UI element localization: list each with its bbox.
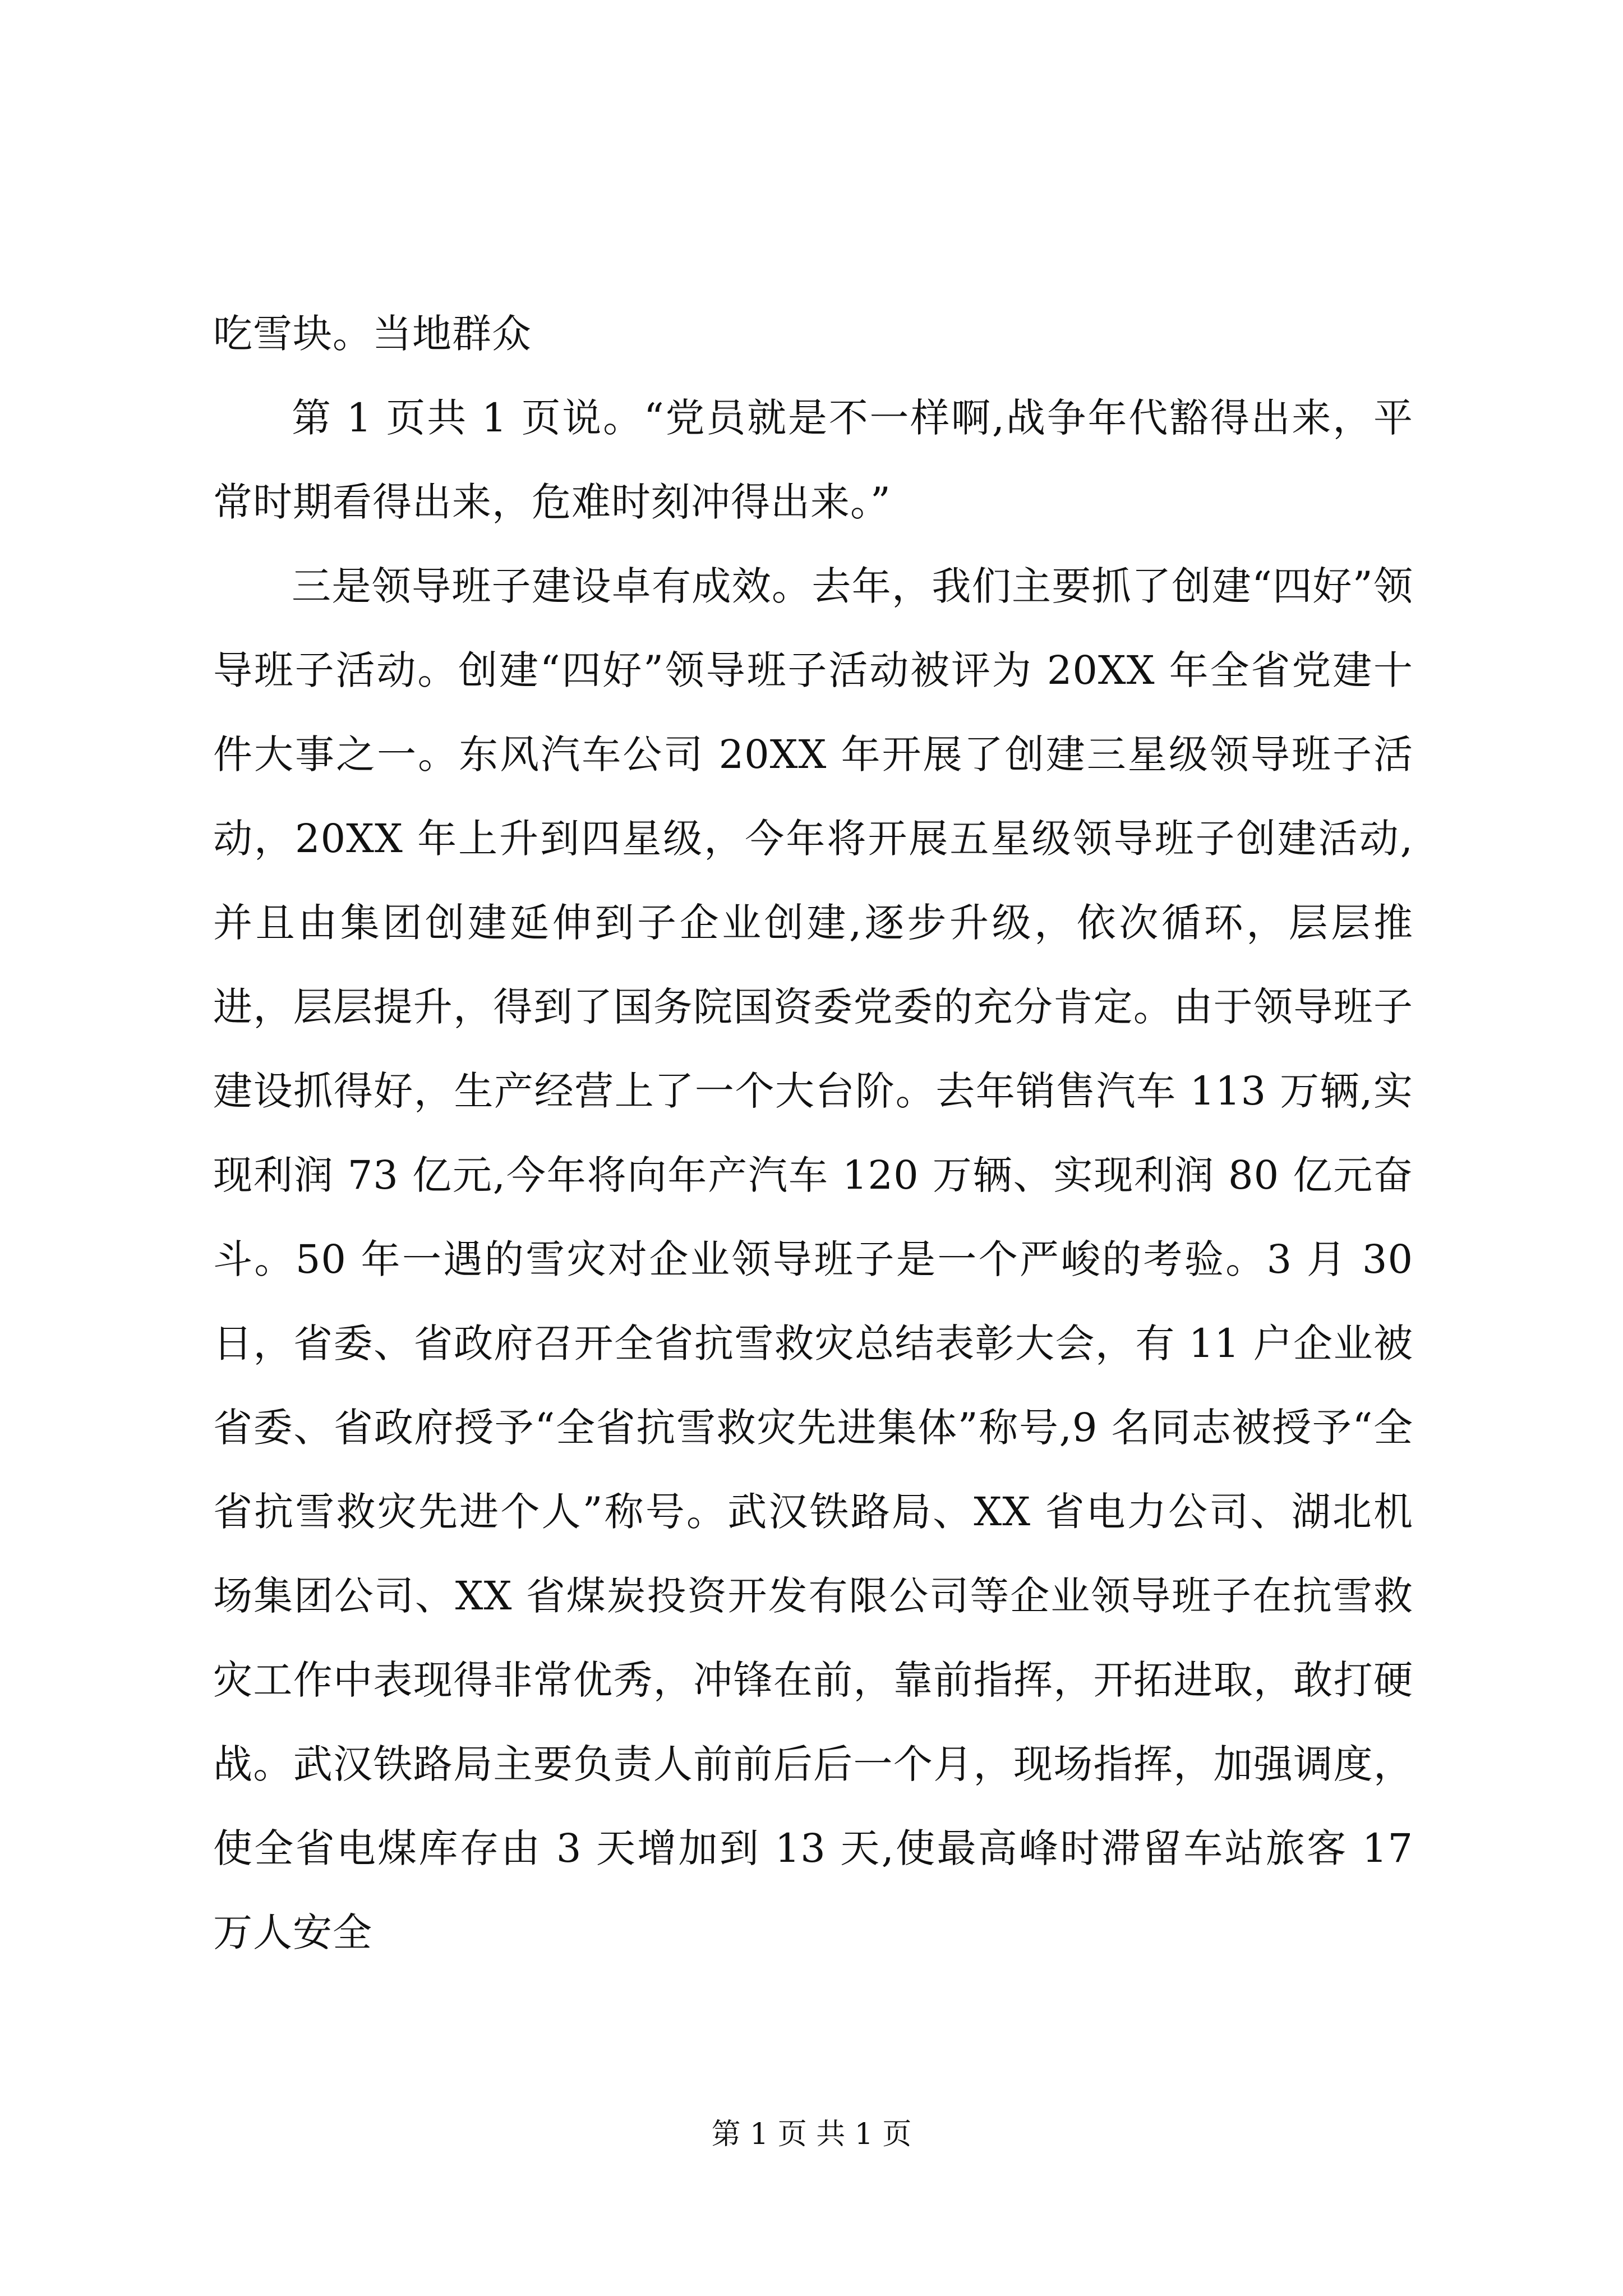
paragraph-continuation: 吃雪块。当地群众 (213, 311, 532, 357)
page-number-label: 第 1 页 共 1 页 (711, 2118, 912, 2151)
body-text (213, 292, 1413, 1975)
paragraph-leadership: 三是领导班子建设卓有成效。去年，我们主要抓了创建“四好”领导班子活动。创建“四好”领导班子活动被评为 20XX 年全省党建十件大事之一。东风汽车公司 20XX 年开展了创建三星级领导班子活动，20XX 年上升到四星级，今年将开展五星级领导班子创建活动,并且由集团创建延伸到子企业创建,逐步升级，依次循环，层层推进，层层提升，得到了国务院国资委党委的充分肯定。由于领导班子建设抓得好，生产经营上了一个大台阶。去年销售汽车 113 万辆,实现利润 73 亿元,今年将向年产汽车 120 万辆、实现利润 80 亿元奋斗。50 年一遇的雪灾对企业领导班子是一个严峻的考验。3 月 30 日，省委、省政府召开全省抗雪救灾总结表彰大会，有 11 户企业被省委、省政府授予“全省抗雪救灾先进集体”称号,9 名同志被授予“全省抗雪救灾先进个人”称号。武汉铁路局、XX 省电力公司、湖北机场集团公司、XX 省煤炭投资开发有限公司等企业领导班子在抗雪救灾工作中表现得非常优秀，冲锋在前，靠前指挥，开拓进取，敢打硬战。武汉铁路局主要负责人前前后后一个月，现场指挥，加强调度，使全省电煤库存由 3 天增加到 13 天,使最高峰时滞留车站旅客 17 万人安全 (213, 563, 1413, 1955)
page-footer (0, 2115, 1623, 2154)
paragraph-quote: 第 1 页共 1 页说。“党员就是不一样啊,战争年代豁得出来，平常时期看得出来，危难时刻冲得出来。” (213, 395, 1413, 525)
